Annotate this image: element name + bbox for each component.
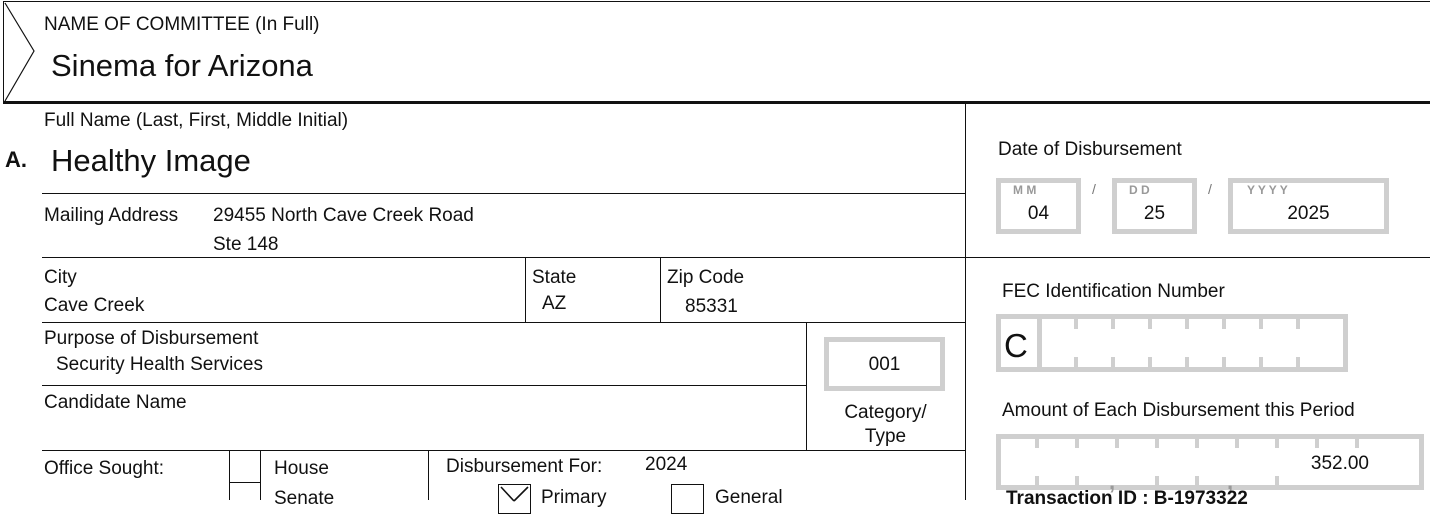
primary-checkbox[interactable] (498, 484, 531, 514)
committee-name: Sinema for Arizona (51, 48, 313, 83)
general-checkbox[interactable] (671, 484, 704, 514)
amount-tick (1195, 476, 1199, 485)
amount-tick (1235, 439, 1239, 448)
amount-label: Amount of Each Disbursement this Period (1002, 400, 1355, 421)
senate-label: Senate (274, 488, 335, 509)
category-box (824, 337, 945, 391)
office-box-mid (229, 482, 260, 483)
fec-id-tick (1259, 319, 1263, 329)
amount-tick (1315, 439, 1319, 448)
month-value: 04 (1027, 203, 1050, 224)
fec-id-tick (1074, 357, 1078, 367)
disbursement-for-label: Disbursement For: (446, 456, 603, 477)
fec-id-tick (1148, 357, 1152, 367)
amount-tick (1075, 476, 1079, 485)
top-border (3, 1, 1430, 2)
office-box-right (260, 450, 261, 500)
amount-tick (1355, 439, 1359, 448)
amount-tick (1155, 439, 1159, 448)
mailing-address-label: Mailing Address (44, 205, 179, 226)
fec-id-prefix: C (1004, 327, 1028, 364)
city-value: Cave Creek (44, 295, 145, 316)
amount-tick (1275, 476, 1279, 485)
name-divider (42, 193, 965, 194)
house-label: House (274, 458, 329, 479)
amount-tick (1035, 476, 1039, 485)
fec-id-tick (1111, 319, 1115, 329)
payee-name: Healthy Image (51, 143, 251, 178)
office-box-left (229, 450, 230, 500)
payee-name-label: Full Name (Last, First, Middle Initial) (44, 110, 349, 131)
fec-id-box (996, 314, 1348, 372)
check-x-icon (499, 485, 530, 513)
amount-box (996, 434, 1424, 494)
day-box (1112, 178, 1197, 234)
disbursement-for-year: 2024 (645, 454, 688, 475)
amount-comma-1: , (1109, 469, 1116, 494)
category-divider (806, 322, 807, 450)
amount-value: 352.00 (1310, 453, 1369, 474)
day-value: 25 (1143, 203, 1166, 224)
column-divider (965, 104, 966, 500)
office-sought-label: Office Sought: (44, 458, 165, 479)
fec-id-tick (1296, 319, 1300, 329)
fec-id-tick (1259, 357, 1263, 367)
year-box (1228, 178, 1389, 234)
house-checkbox[interactable] (232, 453, 258, 480)
zip-divider (660, 258, 661, 323)
state-label: State (532, 267, 577, 288)
month-hint: M M (1013, 183, 1037, 197)
city-divider (42, 322, 965, 323)
fec-id-tick (1185, 357, 1189, 367)
amount-tick (1195, 439, 1199, 448)
committee-divider (3, 101, 1430, 104)
zip-label: Zip Code (667, 267, 745, 288)
fec-id-label: FEC Identification Number (1002, 281, 1225, 302)
general-label: General (715, 487, 783, 508)
date-label: Date of Disbursement (998, 139, 1182, 160)
category-value: 001 (868, 354, 901, 375)
date-separator-1: / (1092, 181, 1096, 197)
amount-tick (1115, 439, 1119, 448)
address-divider (42, 257, 1430, 258)
zip-value: 85331 (685, 296, 738, 317)
address-line1: 29455 North Cave Creek Road (213, 205, 474, 226)
city-label: City (44, 267, 77, 288)
purpose-value: Security Health Services (56, 354, 263, 375)
amount-comma-2: , (1227, 469, 1234, 494)
amount-tick (1075, 439, 1079, 448)
fec-id-tick (1074, 319, 1078, 329)
amount-tick (1275, 439, 1279, 448)
address-line2: Ste 148 (213, 234, 279, 255)
date-separator-2: / (1208, 181, 1212, 197)
state-divider (525, 258, 526, 323)
transaction-id: Transaction ID : B-1973322 (1006, 488, 1248, 509)
purpose-divider (42, 385, 806, 386)
year-hint: Y Y Y Y (1247, 183, 1288, 197)
purpose-label: Purpose of Disbursement (44, 328, 259, 349)
month-box (996, 178, 1081, 234)
amount-tick (1035, 439, 1039, 448)
amount-tick (1155, 476, 1159, 485)
category-label-line2: Type (864, 426, 907, 447)
day-hint: D D (1129, 183, 1150, 197)
line-letter: A. (5, 147, 27, 172)
fec-id-tick (1222, 319, 1226, 329)
fec-id-tick (1222, 357, 1226, 367)
disbursement-for-divider (428, 450, 429, 500)
state-value: AZ (542, 293, 567, 314)
committee-label: NAME OF COMMITTEE (In Full) (44, 14, 320, 35)
candidate-divider (42, 450, 965, 451)
fec-id-tick (1111, 357, 1115, 367)
section-arrow-icon (4, 1, 38, 103)
category-label-line1: Category/ (844, 402, 927, 423)
senate-checkbox[interactable] (232, 484, 258, 500)
candidate-label: Candidate Name (44, 392, 187, 413)
fec-id-tick (1185, 319, 1189, 329)
fec-id-sep (1037, 319, 1042, 367)
fec-id-tick (1148, 319, 1152, 329)
primary-label: Primary (541, 487, 607, 508)
fec-id-tick (1296, 357, 1300, 367)
year-value: 2025 (1287, 203, 1330, 224)
